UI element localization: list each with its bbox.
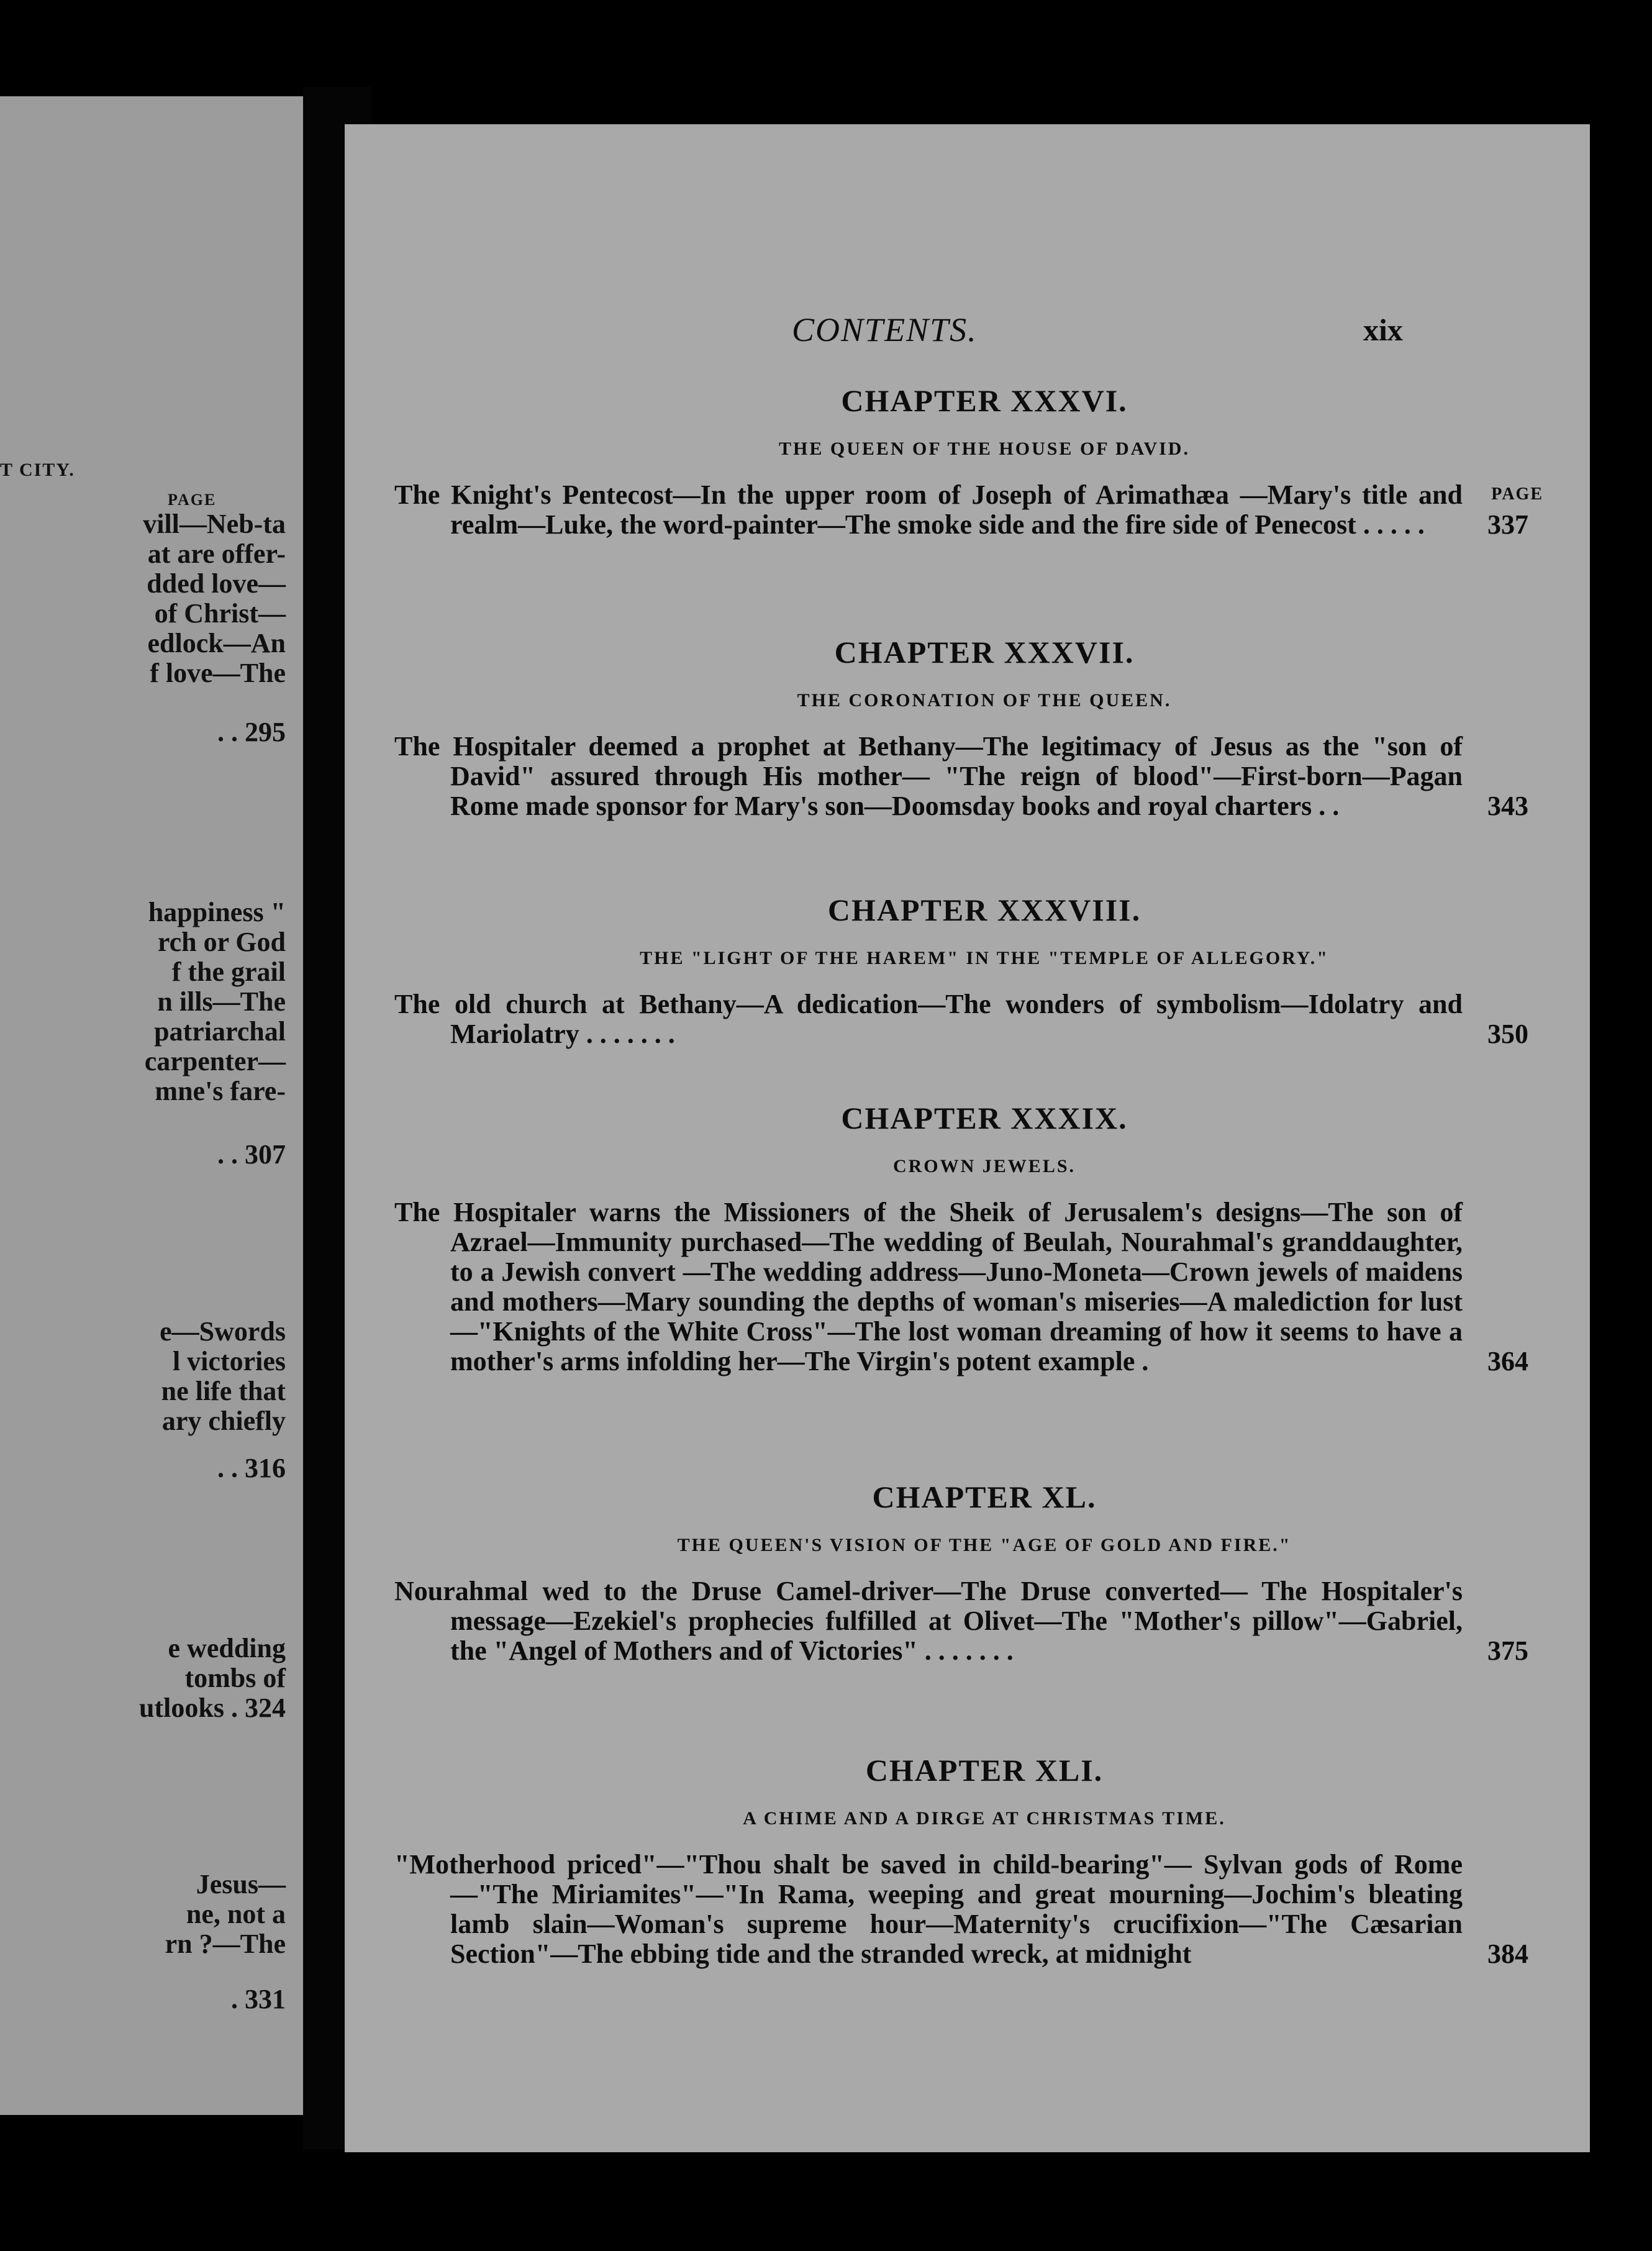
folio-number: xix <box>1363 312 1403 347</box>
chapter-entry <box>394 1752 1543 1969</box>
chapter-summary: The Knight's Pentecost—In the upper room of Joseph of Arimathæa —Mary's title and realm—Luke, the word-painter—The smoke side and the fire side of Penecost . . . . . 337 <box>394 480 1528 540</box>
left-line: l victories <box>172 1346 286 1376</box>
chapter-title: CHAPTER XXXVII. <box>834 635 1135 670</box>
left-line: mne's fare- <box>155 1076 286 1106</box>
left-line: tombs of <box>184 1663 286 1693</box>
page-column-label: PAGE <box>1491 484 1543 504</box>
chapter-entry <box>394 1099 1543 1376</box>
chapter-title: CHAPTER XXXVIII. <box>827 893 1141 927</box>
chapter-summary: The Hospitaler warns the Missioners of the Sheik of Jerusalem's designs—The son of Azrael—Immunity purchased—The wedding of Beulah, Nourahmal's granddaughter, to a Jewish convert —The wedding address—Juno-Moneta—Crown jewels of maidens and mothers—Mary sounding the depths of woman's miseries—A malediction for lust—"Knights of the White Cross"—The lost woman dreaming of how it seems to have a mother's arms infolding her—The Virgin's potent example . 364 <box>394 1197 1528 1376</box>
chapter-summary: The old church at Bethany—A dedication—The wonders of symbolism—Idolatry and Mariolatry . . . . . . . 350 <box>394 989 1528 1049</box>
left-line: e—Swords <box>160 1316 286 1347</box>
chapter-title: CHAPTER XXXVI. <box>841 383 1128 418</box>
left-line: happiness " <box>148 897 286 927</box>
left-line: of Christ— <box>154 598 286 629</box>
left-line: rch or God <box>157 927 286 957</box>
left-line: n ills—The <box>157 986 286 1017</box>
left-line: edlock—An <box>147 628 286 658</box>
facing-page <box>0 96 303 2115</box>
chapter-subtitle: THE QUEEN OF THE HOUSE OF DAVID. <box>779 439 1190 459</box>
summary-text: The old church at Bethany—A dedication—The wonders of symbolism—Idolatry and Mariolatry . . . . . . . <box>394 989 1463 1049</box>
chapter-subtitle: THE "LIGHT OF THE HAREM" IN THE "TEMPLE OF ALLEGORY." <box>640 948 1329 968</box>
summary-text: The Hospitaler warns the Missioners of the Sheik of Jerusalem's designs—The son of Azrael—Immunity purchased—The wedding of Beulah, Nourahmal's granddaughter, to a Jewish convert —The wedding address—Juno-Moneta—Crown jewels of maidens and mothers—Mary sounding the depths of woman's miseries—A malediction for lust—"Knights of the White Cross"—The lost woman dreaming of how it seems to have a mother's arms infolding her—The Virgin's potent example . <box>394 1197 1463 1376</box>
left-page-number: . . 295 <box>217 717 286 747</box>
left-line: carpenter— <box>144 1046 286 1076</box>
left-page-label: PAGE <box>168 491 217 509</box>
left-line: ary chiefly <box>161 1406 286 1436</box>
summary-text: "Motherhood priced"—"Thou shalt be saved in child-bearing"— Sylvan gods of Rome—"The Miriamites"—"In Rama, weeping and great mourning—Jochim's bleating lamb slain—Woman's supreme hour—Maternity's crucifixion—"The Cæsarian Section"—The ebbing tide and the stranded wreck, at midnight <box>394 1849 1463 1969</box>
chapter-summary: Nourahmal wed to the Druse Camel-driver—The Druse converted— The Hospitaler's message—Ezekiel's prophecies fulfilled at Olivet—The "Mother's pillow"—Gabriel, the "Angel of Mothers and of Victories" . . . . . . . 375 <box>394 1576 1528 1666</box>
left-running-head: T CITY. <box>0 460 75 480</box>
left-line: f the grail <box>171 957 286 987</box>
chapter-entry <box>394 382 1543 540</box>
left-line: at are offer- <box>147 539 286 569</box>
chapter-title: CHAPTER XLI. <box>865 1753 1104 1788</box>
summary-text: The Knight's Pentecost—In the upper room of Joseph of Arimathæa —Mary's title and realm—Luke, the word-painter—The smoke side and the fire side of Penecost . . . . . <box>394 480 1463 540</box>
summary-text: The Hospitaler deemed a prophet at Bethany—The legitimacy of Jesus as the "son of David" assured through His mother— "The reign of blood"—First-born—Pagan Rome made sponsor for Mary's son—Doomsday books and royal charters . . <box>394 731 1463 821</box>
left-line: patriarchal <box>154 1016 286 1047</box>
left-line: vill—Neb-ta <box>143 509 286 539</box>
chapter-subtitle: THE QUEEN'S VISION OF THE "AGE OF GOLD AND FIRE." <box>677 1535 1292 1555</box>
left-line: dded love— <box>147 568 286 599</box>
left-page-number: . . 307 <box>217 1139 286 1170</box>
chapter-subtitle: THE CORONATION OF THE QUEEN. <box>797 690 1172 711</box>
left-page-number: . . 316 <box>217 1453 286 1483</box>
chapter-entry <box>394 891 1543 1049</box>
chapter-title: CHAPTER XXXIX. <box>841 1101 1128 1135</box>
left-page-number: . 331 <box>231 1984 286 2014</box>
chapter-subtitle: A CHIME AND A DIRGE AT CHRISTMAS TIME. <box>743 1808 1226 1829</box>
summary-text: Nourahmal wed to the Druse Camel-driver—The Druse converted— The Hospitaler's message—Ezekiel's prophecies fulfilled at Olivet—The "Mother's pillow"—Gabriel, the "Angel of Mothers and of Victories" . . . . . . . <box>394 1576 1463 1666</box>
left-line: Jesus— <box>196 1869 286 1899</box>
left-page-number: utlooks . 324 <box>139 1693 286 1723</box>
chapter-entry <box>394 634 1543 821</box>
page-title: CONTENTS. <box>792 311 978 348</box>
left-line: ne life that <box>161 1376 286 1406</box>
left-line: ne, not a <box>186 1899 286 1929</box>
left-line: rn ?—The <box>165 1929 286 1959</box>
contents-page <box>345 124 1590 2152</box>
left-line: f love—The <box>150 658 286 688</box>
chapter-title: CHAPTER XL. <box>872 1480 1097 1514</box>
chapter-summary: The Hospitaler deemed a prophet at Bethany—The legitimacy of Jesus as the "son of David" assured through His mother— "The reign of blood"—First-born—Pagan Rome made sponsor for Mary's son—Doomsday books and royal charters . . 343 <box>394 731 1528 821</box>
chapter-summary: "Motherhood priced"—"Thou shalt be saved in child-bearing"— Sylvan gods of Rome—"The Miriamites"—"In Rama, weeping and great mourning—Jochim's bleating lamb slain—Woman's supreme hour—Maternity's crucifixion—"The Cæsarian Section"—The ebbing tide and the stranded wreck, at midnight 384 <box>394 1849 1528 1969</box>
running-head <box>345 311 1590 354</box>
chapter-entry <box>394 1478 1543 1666</box>
left-line: e wedding <box>168 1633 286 1663</box>
chapter-subtitle: CROWN JEWELS. <box>892 1156 1076 1176</box>
